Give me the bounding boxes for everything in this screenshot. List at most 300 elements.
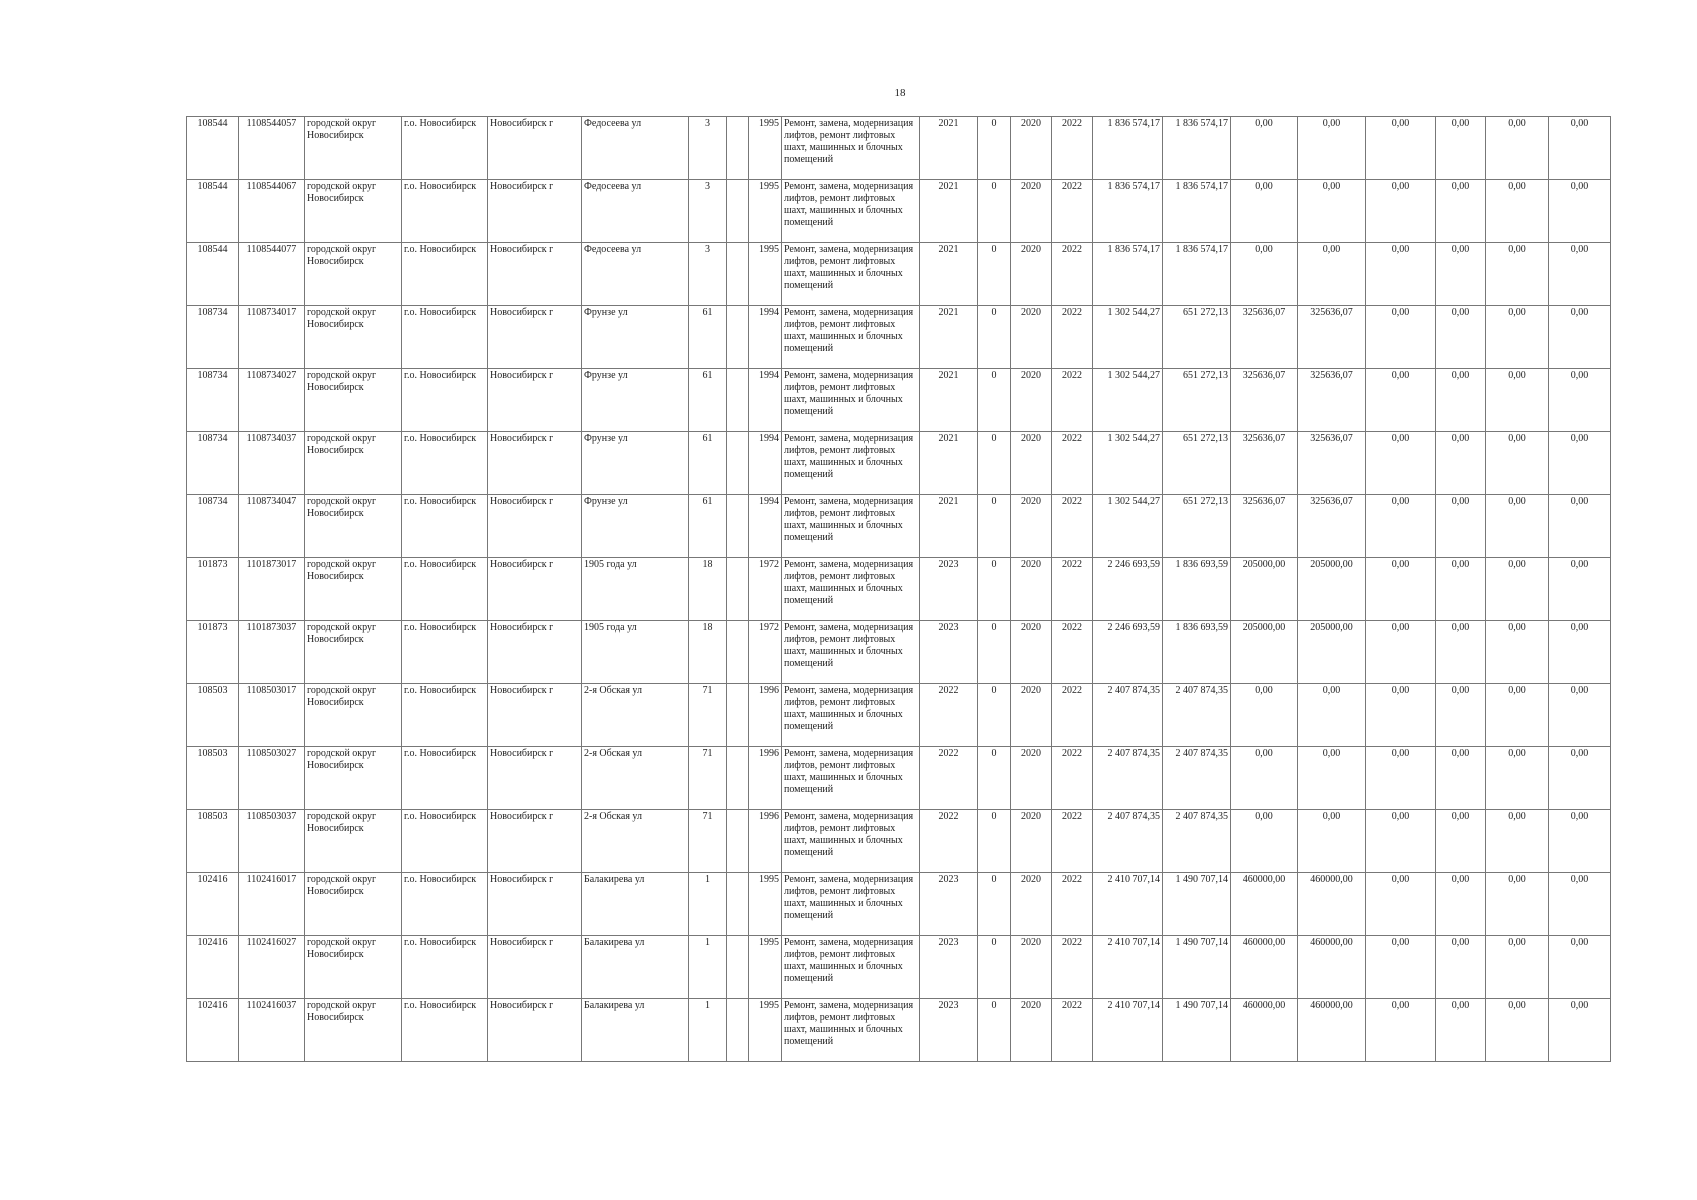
cell-cost-part-6: 0,00 [1486,873,1549,936]
cell-object-id: 1102416027 [239,936,305,999]
cell-cost-part-1: 651 272,13 [1163,306,1231,369]
cell-cost-part-2: 325636,07 [1231,495,1298,558]
cell-period-start: 2020 [1011,369,1052,432]
cell-house-id: 101873 [187,558,239,621]
cell-street: Федосеева ул [582,180,689,243]
cell-year-built: 1972 [749,621,782,684]
cell-street: 1905 года ул [582,558,689,621]
cell-period-start: 2020 [1011,180,1052,243]
cell-cost-part-7: 0,00 [1549,117,1611,180]
cell-street: Федосеева ул [582,117,689,180]
cell-house-number: 1 [689,999,727,1062]
cell-cost-part-5: 0,00 [1436,306,1486,369]
cell-work-type: Ремонт, замена, модернизация лифтов, ремонт лифтовых шахт, машинных и блочных помещений [782,306,920,369]
cell-cost-part-4: 0,00 [1366,306,1436,369]
cell-cost-part-2: 0,00 [1231,810,1298,873]
cell-period-end: 2022 [1052,558,1093,621]
cell-municipality: городской округ Новосибирск [305,369,402,432]
table-row [187,117,1611,180]
cell-cost-part-4: 0,00 [1366,432,1436,495]
cell-house-number: 3 [689,117,727,180]
cell-period-start: 2020 [1011,495,1052,558]
cell-municipality: городской округ Новосибирск [305,306,402,369]
cell-period-start: 2020 [1011,810,1052,873]
cell-object-id: 1108734037 [239,432,305,495]
cell-cost-part-3: 0,00 [1298,747,1366,810]
cell-cost-part-6: 0,00 [1486,495,1549,558]
cell-object-id: 1101873017 [239,558,305,621]
cell-municipality: городской округ Новосибирск [305,621,402,684]
cell-work-type: Ремонт, замена, модернизация лифтов, ремонт лифтовых шахт, машинных и блочных помещений [782,432,920,495]
table-row [187,432,1611,495]
table-row [187,495,1611,558]
cell-year-built: 1995 [749,999,782,1062]
cell-flag: 0 [978,243,1011,306]
cell-cost-part-7: 0,00 [1549,495,1611,558]
cell-house-id: 108503 [187,747,239,810]
cell-house-id: 108544 [187,117,239,180]
cell-building-part [727,936,749,999]
cell-cost-part-3: 0,00 [1298,810,1366,873]
cell-house-id: 108544 [187,180,239,243]
cell-planned-year: 2022 [920,684,978,747]
cell-cost-part-6: 0,00 [1486,999,1549,1062]
cell-year-built: 1994 [749,495,782,558]
cell-total-cost: 1 302 544,27 [1093,306,1163,369]
cell-street: 2-я Обская ул [582,684,689,747]
cell-cost-part-1: 1 836 574,17 [1163,117,1231,180]
cell-cost-part-1: 1 490 707,14 [1163,999,1231,1062]
cell-flag: 0 [978,306,1011,369]
cell-house-number: 71 [689,747,727,810]
cell-cost-part-4: 0,00 [1366,621,1436,684]
cell-cost-part-4: 0,00 [1366,369,1436,432]
table-row [187,747,1611,810]
cell-cost-part-7: 0,00 [1549,621,1611,684]
cell-cost-part-2: 0,00 [1231,180,1298,243]
cell-cost-part-6: 0,00 [1486,432,1549,495]
cell-settlement-short: г.о. Новосибирск [402,117,488,180]
cell-total-cost: 1 836 574,17 [1093,180,1163,243]
cell-cost-part-6: 0,00 [1486,936,1549,999]
cell-cost-part-6: 0,00 [1486,747,1549,810]
cell-planned-year: 2021 [920,495,978,558]
table-row [187,999,1611,1062]
cell-period-start: 2020 [1011,936,1052,999]
cell-cost-part-6: 0,00 [1486,810,1549,873]
cell-year-built: 1996 [749,684,782,747]
cell-flag: 0 [978,810,1011,873]
cell-street: Балакирева ул [582,999,689,1062]
cell-settlement-short: г.о. Новосибирск [402,558,488,621]
cell-cost-part-3: 460000,00 [1298,936,1366,999]
cell-object-id: 1108734017 [239,306,305,369]
cell-work-type: Ремонт, замена, модернизация лифтов, ремонт лифтовых шахт, машинных и блочных помещений [782,243,920,306]
cell-locality: Новосибирск г [488,873,582,936]
cell-cost-part-5: 0,00 [1436,747,1486,810]
cell-cost-part-2: 325636,07 [1231,369,1298,432]
cell-cost-part-7: 0,00 [1549,810,1611,873]
cell-house-number: 71 [689,810,727,873]
cell-work-type: Ремонт, замена, модернизация лифтов, ремонт лифтовых шахт, машинных и блочных помещений [782,558,920,621]
cell-cost-part-5: 0,00 [1436,180,1486,243]
cell-settlement-short: г.о. Новосибирск [402,747,488,810]
cell-municipality: городской округ Новосибирск [305,747,402,810]
cell-cost-part-7: 0,00 [1549,747,1611,810]
cell-locality: Новосибирск г [488,936,582,999]
cell-settlement-short: г.о. Новосибирск [402,495,488,558]
cell-work-type: Ремонт, замена, модернизация лифтов, ремонт лифтовых шахт, машинных и блочных помещений [782,873,920,936]
cell-settlement-short: г.о. Новосибирск [402,873,488,936]
cell-house-number: 1 [689,936,727,999]
cell-planned-year: 2023 [920,999,978,1062]
cell-cost-part-5: 0,00 [1436,558,1486,621]
cell-cost-part-4: 0,00 [1366,936,1436,999]
cell-cost-part-3: 325636,07 [1298,495,1366,558]
cell-locality: Новосибирск г [488,999,582,1062]
table-row [187,558,1611,621]
cell-object-id: 1108734047 [239,495,305,558]
cell-period-start: 2020 [1011,747,1052,810]
cell-municipality: городской округ Новосибирск [305,180,402,243]
cell-building-part [727,432,749,495]
cell-locality: Новосибирск г [488,369,582,432]
cell-house-id: 108734 [187,369,239,432]
cell-work-type: Ремонт, замена, модернизация лифтов, ремонт лифтовых шахт, машинных и блочных помещений [782,936,920,999]
cell-cost-part-2: 205000,00 [1231,621,1298,684]
cell-flag: 0 [978,684,1011,747]
cell-locality: Новосибирск г [488,180,582,243]
cell-cost-part-7: 0,00 [1549,243,1611,306]
cell-settlement-short: г.о. Новосибирск [402,684,488,747]
cell-house-id: 102416 [187,936,239,999]
cell-total-cost: 1 302 544,27 [1093,495,1163,558]
cell-building-part [727,243,749,306]
cell-total-cost: 2 410 707,14 [1093,999,1163,1062]
cell-work-type: Ремонт, замена, модернизация лифтов, ремонт лифтовых шахт, машинных и блочных помещений [782,180,920,243]
cell-street: Балакирева ул [582,873,689,936]
cell-building-part [727,369,749,432]
cell-house-id: 108503 [187,684,239,747]
cell-cost-part-4: 0,00 [1366,180,1436,243]
cell-cost-part-3: 325636,07 [1298,432,1366,495]
cell-object-id: 1108544077 [239,243,305,306]
cell-period-end: 2022 [1052,621,1093,684]
table-row [187,243,1611,306]
cell-work-type: Ремонт, замена, модернизация лифтов, ремонт лифтовых шахт, машинных и блочных помещений [782,810,920,873]
cell-cost-part-6: 0,00 [1486,243,1549,306]
cell-locality: Новосибирск г [488,495,582,558]
cell-cost-part-2: 0,00 [1231,747,1298,810]
cell-work-type: Ремонт, замена, модернизация лифтов, ремонт лифтовых шахт, машинных и блочных помещений [782,747,920,810]
cell-flag: 0 [978,747,1011,810]
cell-house-id: 108734 [187,306,239,369]
cell-work-type: Ремонт, замена, модернизация лифтов, ремонт лифтовых шахт, машинных и блочных помещений [782,369,920,432]
cell-cost-part-6: 0,00 [1486,369,1549,432]
cell-period-start: 2020 [1011,684,1052,747]
cell-cost-part-1: 1 836 574,17 [1163,180,1231,243]
cell-year-built: 1994 [749,369,782,432]
cell-house-number: 18 [689,558,727,621]
cell-house-number: 61 [689,432,727,495]
cell-cost-part-7: 0,00 [1549,684,1611,747]
cell-planned-year: 2023 [920,936,978,999]
cell-house-number: 61 [689,306,727,369]
cell-period-start: 2020 [1011,306,1052,369]
table-row [187,936,1611,999]
cell-building-part [727,873,749,936]
cell-period-end: 2022 [1052,369,1093,432]
cell-cost-part-6: 0,00 [1486,306,1549,369]
cell-house-id: 108734 [187,495,239,558]
cell-building-part [727,810,749,873]
cell-cost-part-4: 0,00 [1366,747,1436,810]
cell-cost-part-6: 0,00 [1486,621,1549,684]
cell-total-cost: 2 410 707,14 [1093,873,1163,936]
cell-object-id: 1108503027 [239,747,305,810]
cell-period-start: 2020 [1011,621,1052,684]
table-row [187,684,1611,747]
cell-year-built: 1995 [749,936,782,999]
table-row [187,306,1611,369]
cell-building-part [727,999,749,1062]
cell-planned-year: 2022 [920,747,978,810]
cell-cost-part-7: 0,00 [1549,180,1611,243]
cell-settlement-short: г.о. Новосибирск [402,621,488,684]
cell-cost-part-3: 0,00 [1298,180,1366,243]
cell-cost-part-6: 0,00 [1486,558,1549,621]
cell-period-end: 2022 [1052,306,1093,369]
cell-work-type: Ремонт, замена, модернизация лифтов, ремонт лифтовых шахт, машинных и блочных помещений [782,117,920,180]
cell-cost-part-6: 0,00 [1486,180,1549,243]
cell-total-cost: 2 246 693,59 [1093,558,1163,621]
cell-cost-part-2: 460000,00 [1231,936,1298,999]
cell-period-end: 2022 [1052,243,1093,306]
cell-period-end: 2022 [1052,432,1093,495]
cell-flag: 0 [978,117,1011,180]
cell-settlement-short: г.о. Новосибирск [402,180,488,243]
cell-cost-part-1: 1 836 693,59 [1163,558,1231,621]
cell-house-id: 102416 [187,999,239,1062]
cell-cost-part-1: 1 490 707,14 [1163,936,1231,999]
cell-settlement-short: г.о. Новосибирск [402,369,488,432]
cell-period-end: 2022 [1052,180,1093,243]
cell-cost-part-1: 651 272,13 [1163,369,1231,432]
cell-house-number: 18 [689,621,727,684]
cell-cost-part-1: 2 407 874,35 [1163,684,1231,747]
cell-period-start: 2020 [1011,243,1052,306]
cell-cost-part-5: 0,00 [1436,495,1486,558]
cell-municipality: городской округ Новосибирск [305,558,402,621]
cell-total-cost: 2 407 874,35 [1093,810,1163,873]
cell-cost-part-4: 0,00 [1366,117,1436,180]
cell-municipality: городской округ Новосибирск [305,117,402,180]
cell-period-start: 2020 [1011,558,1052,621]
cell-street: 2-я Обская ул [582,810,689,873]
cell-cost-part-7: 0,00 [1549,432,1611,495]
cell-period-end: 2022 [1052,117,1093,180]
cell-locality: Новосибирск г [488,747,582,810]
cell-cost-part-6: 0,00 [1486,117,1549,180]
cell-object-id: 1102416017 [239,873,305,936]
cell-cost-part-5: 0,00 [1436,243,1486,306]
registry-table [186,116,1611,1062]
cell-period-start: 2020 [1011,117,1052,180]
cell-work-type: Ремонт, замена, модернизация лифтов, ремонт лифтовых шахт, машинных и блочных помещений [782,621,920,684]
cell-work-type: Ремонт, замена, модернизация лифтов, ремонт лифтовых шахт, машинных и блочных помещений [782,495,920,558]
page-number: 18 [894,87,906,99]
cell-municipality: городской округ Новосибирск [305,432,402,495]
cell-cost-part-3: 0,00 [1298,117,1366,180]
cell-planned-year: 2021 [920,306,978,369]
cell-municipality: городской округ Новосибирск [305,243,402,306]
cell-building-part [727,495,749,558]
cell-locality: Новосибирск г [488,621,582,684]
cell-flag: 0 [978,999,1011,1062]
cell-cost-part-7: 0,00 [1549,558,1611,621]
cell-street: 1905 года ул [582,621,689,684]
cell-period-end: 2022 [1052,684,1093,747]
cell-cost-part-2: 0,00 [1231,117,1298,180]
cell-street: 2-я Обская ул [582,747,689,810]
cell-house-number: 3 [689,180,727,243]
cell-year-built: 1994 [749,432,782,495]
cell-building-part [727,684,749,747]
cell-locality: Новосибирск г [488,684,582,747]
cell-year-built: 1996 [749,810,782,873]
cell-total-cost: 1 836 574,17 [1093,117,1163,180]
cell-building-part [727,621,749,684]
cell-house-number: 61 [689,495,727,558]
cell-municipality: городской округ Новосибирск [305,810,402,873]
cell-house-number: 3 [689,243,727,306]
cell-period-end: 2022 [1052,495,1093,558]
table-row [187,621,1611,684]
cell-period-end: 2022 [1052,873,1093,936]
cell-flag: 0 [978,369,1011,432]
cell-house-id: 108734 [187,432,239,495]
table-row [187,369,1611,432]
cell-flag: 0 [978,936,1011,999]
cell-municipality: городской округ Новосибирск [305,684,402,747]
cell-total-cost: 2 410 707,14 [1093,936,1163,999]
cell-settlement-short: г.о. Новосибирск [402,936,488,999]
cell-cost-part-2: 205000,00 [1231,558,1298,621]
cell-total-cost: 1 302 544,27 [1093,432,1163,495]
cell-cost-part-7: 0,00 [1549,873,1611,936]
cell-period-end: 2022 [1052,936,1093,999]
cell-cost-part-5: 0,00 [1436,369,1486,432]
cell-house-number: 61 [689,369,727,432]
cell-planned-year: 2023 [920,873,978,936]
cell-cost-part-2: 325636,07 [1231,306,1298,369]
cell-locality: Новосибирск г [488,306,582,369]
cell-year-built: 1995 [749,873,782,936]
cell-object-id: 1108734027 [239,369,305,432]
cell-building-part [727,306,749,369]
cell-period-start: 2020 [1011,873,1052,936]
cell-cost-part-3: 325636,07 [1298,369,1366,432]
cell-municipality: городской округ Новосибирск [305,999,402,1062]
cell-object-id: 1108544067 [239,180,305,243]
cell-cost-part-7: 0,00 [1549,936,1611,999]
cell-planned-year: 2021 [920,117,978,180]
cell-cost-part-3: 460000,00 [1298,873,1366,936]
cell-cost-part-5: 0,00 [1436,621,1486,684]
cell-object-id: 1101873037 [239,621,305,684]
cell-flag: 0 [978,432,1011,495]
cell-street: Фрунзе ул [582,432,689,495]
cell-building-part [727,180,749,243]
cell-cost-part-5: 0,00 [1436,117,1486,180]
cell-year-built: 1972 [749,558,782,621]
cell-cost-part-3: 325636,07 [1298,306,1366,369]
cell-locality: Новосибирск г [488,558,582,621]
cell-flag: 0 [978,621,1011,684]
cell-settlement-short: г.о. Новосибирск [402,999,488,1062]
cell-settlement-short: г.о. Новосибирск [402,432,488,495]
cell-object-id: 1108503037 [239,810,305,873]
cell-cost-part-4: 0,00 [1366,495,1436,558]
cell-cost-part-1: 1 836 574,17 [1163,243,1231,306]
cell-house-id: 101873 [187,621,239,684]
cell-street: Фрунзе ул [582,306,689,369]
cell-building-part [727,117,749,180]
cell-cost-part-5: 0,00 [1436,873,1486,936]
cell-street: Федосеева ул [582,243,689,306]
cell-cost-part-3: 460000,00 [1298,999,1366,1062]
cell-house-id: 108503 [187,810,239,873]
cell-locality: Новосибирск г [488,432,582,495]
cell-total-cost: 2 246 693,59 [1093,621,1163,684]
cell-year-built: 1995 [749,180,782,243]
cell-cost-part-5: 0,00 [1436,999,1486,1062]
cell-locality: Новосибирск г [488,243,582,306]
cell-total-cost: 1 302 544,27 [1093,369,1163,432]
cell-cost-part-3: 205000,00 [1298,621,1366,684]
cell-planned-year: 2021 [920,243,978,306]
cell-cost-part-2: 325636,07 [1231,432,1298,495]
cell-flag: 0 [978,495,1011,558]
cell-street: Фрунзе ул [582,495,689,558]
cell-locality: Новосибирск г [488,810,582,873]
cell-cost-part-3: 205000,00 [1298,558,1366,621]
cell-cost-part-1: 651 272,13 [1163,432,1231,495]
cell-object-id: 1108503017 [239,684,305,747]
cell-work-type: Ремонт, замена, модернизация лифтов, ремонт лифтовых шахт, машинных и блочных помещений [782,684,920,747]
cell-cost-part-4: 0,00 [1366,684,1436,747]
cell-cost-part-7: 0,00 [1549,999,1611,1062]
cell-planned-year: 2022 [920,810,978,873]
cell-locality: Новосибирск г [488,117,582,180]
cell-flag: 0 [978,180,1011,243]
cell-municipality: городской округ Новосибирск [305,495,402,558]
cell-street: Фрунзе ул [582,369,689,432]
cell-flag: 0 [978,873,1011,936]
cell-cost-part-4: 0,00 [1366,810,1436,873]
cell-cost-part-5: 0,00 [1436,810,1486,873]
cell-cost-part-4: 0,00 [1366,243,1436,306]
cell-period-start: 2020 [1011,432,1052,495]
cell-period-end: 2022 [1052,747,1093,810]
cell-cost-part-7: 0,00 [1549,306,1611,369]
cell-settlement-short: г.о. Новосибирск [402,243,488,306]
cell-cost-part-1: 2 407 874,35 [1163,747,1231,810]
cell-year-built: 1995 [749,117,782,180]
cell-house-id: 108544 [187,243,239,306]
cell-year-built: 1995 [749,243,782,306]
cell-cost-part-7: 0,00 [1549,369,1611,432]
